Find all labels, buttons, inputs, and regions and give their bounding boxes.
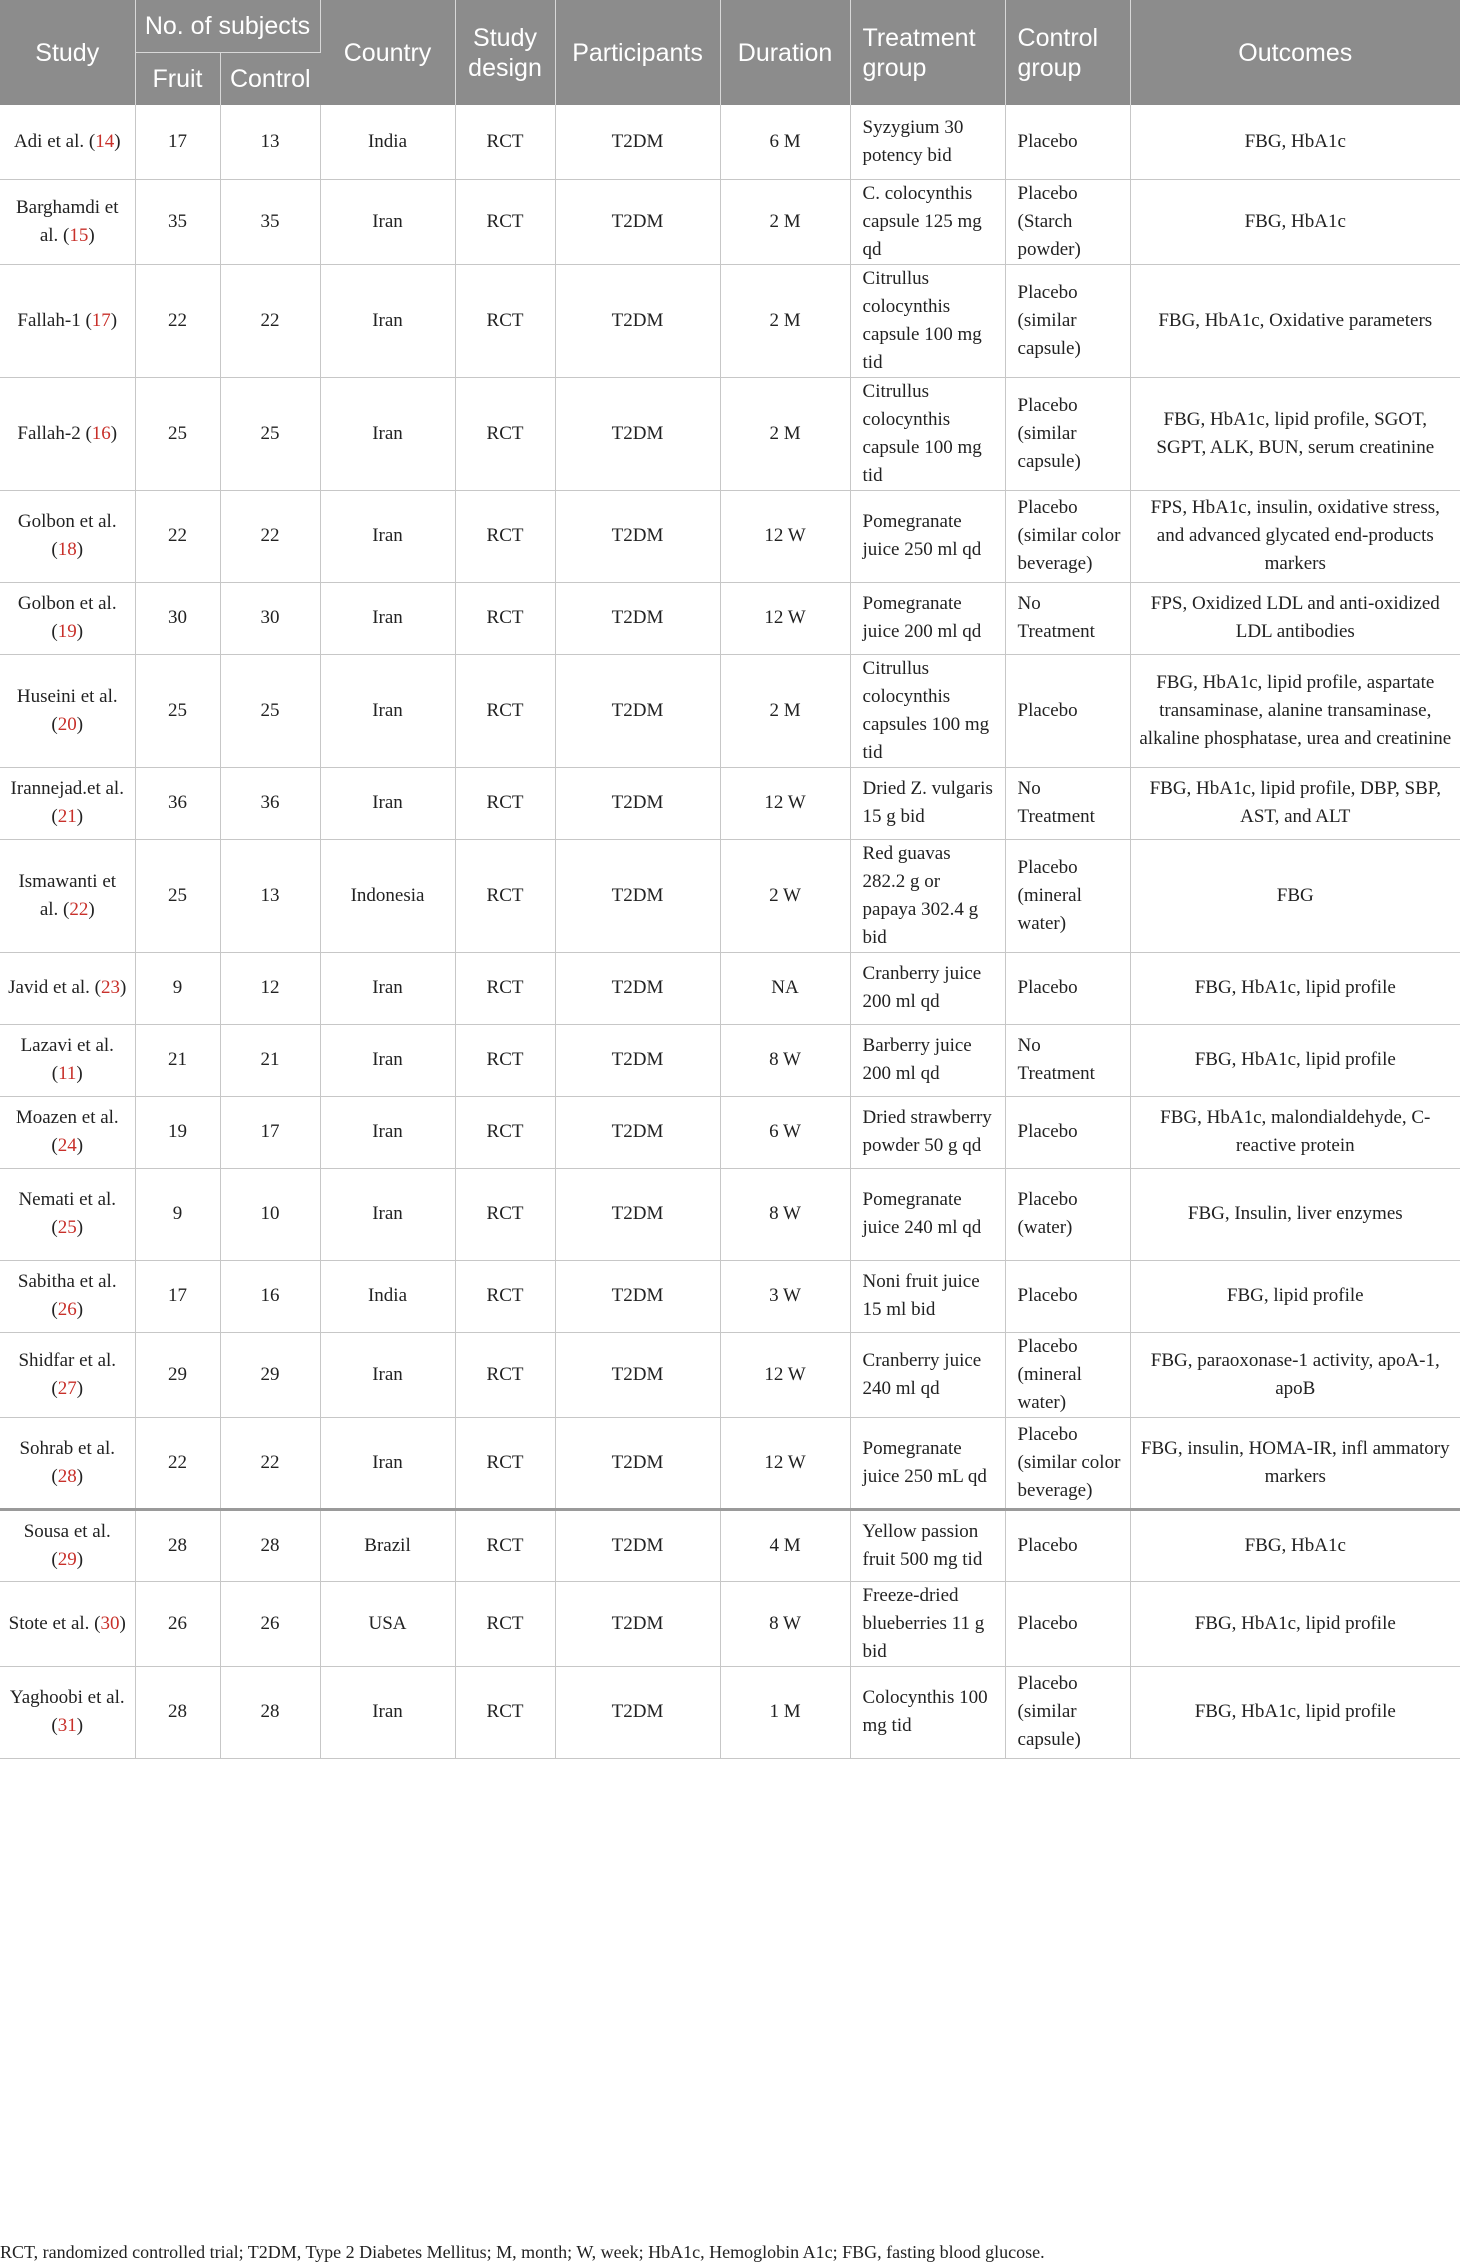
cell-country: Iran bbox=[320, 490, 455, 582]
cell-participants: T2DM bbox=[555, 1168, 720, 1260]
cell-outcomes: FBG, paraoxonase-1 activity, apoA-1, apoB bbox=[1130, 1332, 1460, 1417]
header-country: Country bbox=[320, 0, 455, 105]
cell-control: 25 bbox=[220, 377, 320, 490]
header-control: Control bbox=[220, 53, 320, 106]
cell-duration: 3 W bbox=[720, 1260, 850, 1332]
cell-control: 26 bbox=[220, 1581, 320, 1666]
cell-treatment: Yellow passion fruit 500 mg tid bbox=[850, 1509, 1005, 1581]
cell-participants: T2DM bbox=[555, 377, 720, 490]
cell-country: Iran bbox=[320, 1168, 455, 1260]
header-treatment: Treatment group bbox=[850, 0, 1005, 105]
study-name-close: ) bbox=[119, 1612, 126, 1634]
cell-participants: T2DM bbox=[555, 105, 720, 179]
table-row bbox=[0, 582, 1460, 654]
cell-outcomes: FBG, HbA1c, lipid profile, aspartate transaminase, alanine transaminase, alkaline phosphatase, urea and creatinine bbox=[1130, 654, 1460, 767]
study-name-close: ) bbox=[110, 422, 118, 444]
table-row bbox=[0, 490, 1460, 582]
cell-country: Iran bbox=[320, 582, 455, 654]
reference-link[interactable]: 22 bbox=[69, 898, 89, 920]
cell-control: 35 bbox=[220, 179, 320, 264]
cell-study bbox=[0, 1024, 135, 1096]
cell-country: Iran bbox=[320, 179, 455, 264]
reference-link[interactable]: 16 bbox=[91, 422, 111, 444]
cell-study bbox=[0, 1666, 135, 1758]
study-name: Yaghoobi et al. ( bbox=[9, 1687, 125, 1736]
reference-link[interactable]: 15 bbox=[69, 224, 89, 246]
cell-outcomes: FBG bbox=[1130, 839, 1460, 952]
cell-participants: T2DM bbox=[555, 490, 720, 582]
table-row bbox=[0, 264, 1460, 377]
cell-fruit: 9 bbox=[135, 1168, 220, 1260]
cell-design: RCT bbox=[455, 1581, 555, 1666]
study-name: Moazen et al. ( bbox=[15, 1107, 119, 1156]
cell-treatment: Colocynthis 100 mg tid bbox=[850, 1666, 1005, 1758]
cell-treatment: Noni fruit juice 15 ml bid bbox=[850, 1260, 1005, 1332]
cell-participants: T2DM bbox=[555, 654, 720, 767]
cell-outcomes: FBG, Insulin, liver enzymes bbox=[1130, 1168, 1460, 1260]
study-name: Sabitha et al. ( bbox=[17, 1271, 117, 1320]
cell-control-group: No Treatment bbox=[1005, 1024, 1130, 1096]
cell-control-group: Placebo bbox=[1005, 1096, 1130, 1168]
table-row bbox=[0, 654, 1460, 767]
cell-study bbox=[0, 1332, 135, 1417]
reference-link[interactable]: 11 bbox=[58, 1063, 77, 1084]
cell-control-group: Placebo (similar color beverage) bbox=[1005, 1417, 1130, 1509]
cell-control: 36 bbox=[220, 767, 320, 839]
reference-link[interactable]: 31 bbox=[57, 1715, 77, 1736]
cell-outcomes: FBG, HbA1c, malondialdehyde, C-reactive protein bbox=[1130, 1096, 1460, 1168]
cell-design: RCT bbox=[455, 105, 555, 179]
cell-treatment: Pomegranate juice 250 mL qd bbox=[850, 1417, 1005, 1509]
cell-control: 17 bbox=[220, 1096, 320, 1168]
table-header bbox=[0, 0, 1460, 105]
study-name-close: ) bbox=[76, 713, 84, 735]
cell-design: RCT bbox=[455, 582, 555, 654]
cell-country: Iran bbox=[320, 264, 455, 377]
study-name: Javid et al. ( bbox=[8, 977, 102, 998]
cell-duration: 2 W bbox=[720, 839, 850, 952]
cell-country: Iran bbox=[320, 377, 455, 490]
cell-fruit: 25 bbox=[135, 839, 220, 952]
cell-outcomes: FBG, HbA1c, lipid profile bbox=[1130, 1581, 1460, 1666]
cell-design: RCT bbox=[455, 1096, 555, 1168]
cell-design: RCT bbox=[455, 1332, 555, 1417]
cell-fruit: 22 bbox=[135, 1417, 220, 1509]
cell-design: RCT bbox=[455, 767, 555, 839]
table-row bbox=[0, 952, 1460, 1024]
reference-link[interactable]: 19 bbox=[57, 621, 77, 642]
cell-duration: NA bbox=[720, 952, 850, 1024]
cell-treatment: Dried strawberry powder 50 g qd bbox=[850, 1096, 1005, 1168]
table-row bbox=[0, 839, 1460, 952]
table-row bbox=[0, 1168, 1460, 1260]
cell-control-group: Placebo (similar capsule) bbox=[1005, 377, 1130, 490]
cell-participants: T2DM bbox=[555, 1096, 720, 1168]
cell-outcomes: FBG, HbA1c, lipid profile, SGOT, SGPT, ALK, BUN, serum creatinine bbox=[1130, 377, 1460, 490]
reference-link[interactable]: 17 bbox=[91, 309, 111, 331]
study-name-close: ) bbox=[76, 1715, 84, 1736]
cell-treatment: Dried Z. vulgaris 15 g bid bbox=[850, 767, 1005, 839]
cell-design: RCT bbox=[455, 1509, 555, 1581]
cell-country: India bbox=[320, 1260, 455, 1332]
cell-duration: 8 W bbox=[720, 1024, 850, 1096]
cell-participants: T2DM bbox=[555, 264, 720, 377]
cell-outcomes: FBG, HbA1c, Oxidative parameters bbox=[1130, 264, 1460, 377]
table-row bbox=[0, 1096, 1460, 1168]
cell-control-group: Placebo bbox=[1005, 1581, 1130, 1666]
cell-study bbox=[0, 1260, 135, 1332]
cell-control: 28 bbox=[220, 1509, 320, 1581]
cell-outcomes: FPS, Oxidized LDL and anti-oxidized LDL antibodies bbox=[1130, 582, 1460, 654]
study-name-close: ) bbox=[76, 1063, 83, 1084]
study-name-close: ) bbox=[76, 1299, 84, 1320]
cell-duration: 12 W bbox=[720, 1332, 850, 1417]
cell-treatment: Barberry juice 200 ml qd bbox=[850, 1024, 1005, 1096]
cell-outcomes: FBG, HbA1c bbox=[1130, 1509, 1460, 1581]
cell-control-group: Placebo bbox=[1005, 105, 1130, 179]
study-name-close: ) bbox=[76, 1377, 84, 1399]
cell-treatment: Syzygium 30 potency bid bbox=[850, 105, 1005, 179]
cell-duration: 2 M bbox=[720, 377, 850, 490]
table-row bbox=[0, 1509, 1460, 1581]
cell-treatment: Citrullus colocynthis capsule 100 mg tid bbox=[850, 264, 1005, 377]
cell-fruit: 30 bbox=[135, 582, 220, 654]
table-row bbox=[0, 377, 1460, 490]
cell-control-group: Placebo (similar capsule) bbox=[1005, 264, 1130, 377]
cell-control: 30 bbox=[220, 582, 320, 654]
cell-duration: 2 M bbox=[720, 264, 850, 377]
study-name-close: ) bbox=[120, 977, 127, 998]
cell-participants: T2DM bbox=[555, 582, 720, 654]
cell-study bbox=[0, 377, 135, 490]
reference-link[interactable]: 29 bbox=[57, 1548, 77, 1570]
cell-design: RCT bbox=[455, 377, 555, 490]
table-row bbox=[0, 1417, 1460, 1509]
cell-control: 13 bbox=[220, 105, 320, 179]
study-name-close: ) bbox=[76, 1548, 84, 1570]
cell-fruit: 36 bbox=[135, 767, 220, 839]
reference-link[interactable]: 26 bbox=[57, 1299, 77, 1320]
cell-fruit: 22 bbox=[135, 264, 220, 377]
cell-study bbox=[0, 179, 135, 264]
reference-link[interactable]: 23 bbox=[101, 977, 121, 998]
cell-country: Iran bbox=[320, 1332, 455, 1417]
cell-fruit: 19 bbox=[135, 1096, 220, 1168]
cell-control-group: Placebo bbox=[1005, 1260, 1130, 1332]
reference-link[interactable]: 20 bbox=[57, 713, 77, 735]
reference-link[interactable]: 25 bbox=[57, 1217, 77, 1238]
cell-treatment: Cranberry juice 200 ml qd bbox=[850, 952, 1005, 1024]
cell-country: USA bbox=[320, 1581, 455, 1666]
cell-control: 22 bbox=[220, 264, 320, 377]
cell-country: Iran bbox=[320, 1096, 455, 1168]
cell-country: Iran bbox=[320, 654, 455, 767]
cell-duration: 2 M bbox=[720, 654, 850, 767]
cell-country: Iran bbox=[320, 767, 455, 839]
cell-country: Brazil bbox=[320, 1509, 455, 1581]
cell-country: Iran bbox=[320, 1666, 455, 1758]
cell-participants: T2DM bbox=[555, 1666, 720, 1758]
study-name-close: ) bbox=[76, 1465, 84, 1487]
cell-outcomes: FBG, HbA1c, lipid profile, DBP, SBP, AST, and ALT bbox=[1130, 767, 1460, 839]
study-name: Shidfar et al. ( bbox=[18, 1349, 117, 1399]
cell-study bbox=[0, 582, 135, 654]
cell-country: Iran bbox=[320, 1417, 455, 1509]
table-row bbox=[0, 767, 1460, 839]
cell-control: 22 bbox=[220, 490, 320, 582]
header-control-group: Control group bbox=[1005, 0, 1130, 105]
study-name: Adi et al. ( bbox=[13, 130, 96, 152]
cell-control-group: Placebo bbox=[1005, 1509, 1130, 1581]
cell-fruit: 17 bbox=[135, 105, 220, 179]
cell-design: RCT bbox=[455, 1168, 555, 1260]
cell-study bbox=[0, 767, 135, 839]
cell-control: 25 bbox=[220, 654, 320, 767]
cell-country: India bbox=[320, 105, 455, 179]
cell-outcomes: FBG, lipid profile bbox=[1130, 1260, 1460, 1332]
cell-treatment: Red guavas 282.2 g or papaya 302.4 g bid bbox=[850, 839, 1005, 952]
cell-treatment: Freeze-dried blueberries 11 g bid bbox=[850, 1581, 1005, 1666]
table-row bbox=[0, 179, 1460, 264]
table-body bbox=[0, 105, 1460, 1758]
cell-duration: 8 W bbox=[720, 1168, 850, 1260]
cell-participants: T2DM bbox=[555, 1260, 720, 1332]
cell-participants: T2DM bbox=[555, 1417, 720, 1509]
study-name: Barghamdi et al. ( bbox=[15, 196, 119, 246]
cell-country: Iran bbox=[320, 952, 455, 1024]
cell-study bbox=[0, 1417, 135, 1509]
cell-fruit: 9 bbox=[135, 952, 220, 1024]
reference-link[interactable]: 24 bbox=[57, 1135, 77, 1156]
cell-fruit: 22 bbox=[135, 490, 220, 582]
cell-fruit: 26 bbox=[135, 1581, 220, 1666]
cell-duration: 4 M bbox=[720, 1509, 850, 1581]
cell-design: RCT bbox=[455, 1417, 555, 1509]
cell-study bbox=[0, 1509, 135, 1581]
reference-link[interactable]: 27 bbox=[57, 1377, 77, 1399]
study-name: Fallah-2 ( bbox=[17, 422, 92, 444]
cell-fruit: 25 bbox=[135, 654, 220, 767]
reference-link[interactable]: 30 bbox=[100, 1612, 120, 1634]
cell-control: 16 bbox=[220, 1260, 320, 1332]
cell-outcomes: FBG, HbA1c bbox=[1130, 105, 1460, 179]
table-row bbox=[0, 1666, 1460, 1758]
study-name: Irannejad.et al. ( bbox=[10, 778, 124, 827]
cell-control: 22 bbox=[220, 1417, 320, 1509]
cell-treatment: Pomegranate juice 240 ml qd bbox=[850, 1168, 1005, 1260]
cell-outcomes: FBG, HbA1c bbox=[1130, 179, 1460, 264]
cell-design: RCT bbox=[455, 1260, 555, 1332]
cell-control: 29 bbox=[220, 1332, 320, 1417]
cell-treatment: Cranberry juice 240 ml qd bbox=[850, 1332, 1005, 1417]
cell-fruit: 21 bbox=[135, 1024, 220, 1096]
header-outcomes: Outcomes bbox=[1130, 0, 1460, 105]
study-name: Lazavi et al. ( bbox=[20, 1035, 114, 1084]
cell-control-group: Placebo (mineral water) bbox=[1005, 839, 1130, 952]
cell-country: Iran bbox=[320, 1024, 455, 1096]
study-name: Sousa et al. ( bbox=[23, 1520, 111, 1570]
cell-duration: 8 W bbox=[720, 1581, 850, 1666]
cell-participants: T2DM bbox=[555, 1332, 720, 1417]
table-row bbox=[0, 1260, 1460, 1332]
study-name-close: ) bbox=[88, 224, 95, 246]
study-name: Golbon et al. ( bbox=[17, 511, 117, 560]
reference-link[interactable]: 14 bbox=[95, 130, 115, 152]
cell-study bbox=[0, 1581, 135, 1666]
cell-study bbox=[0, 490, 135, 582]
cell-duration: 12 W bbox=[720, 582, 850, 654]
cell-duration: 1 M bbox=[720, 1666, 850, 1758]
cell-control-group: Placebo (similar color beverage) bbox=[1005, 490, 1130, 582]
cell-design: RCT bbox=[455, 1666, 555, 1758]
cell-study bbox=[0, 264, 135, 377]
cell-study bbox=[0, 839, 135, 952]
table-row bbox=[0, 1332, 1460, 1417]
study-name: Ismawanti et al. ( bbox=[18, 870, 117, 920]
table-row bbox=[0, 1581, 1460, 1666]
cell-control-group: Placebo (mineral water) bbox=[1005, 1332, 1130, 1417]
cell-treatment: Pomegranate juice 250 ml qd bbox=[850, 490, 1005, 582]
cell-outcomes: FBG, HbA1c, lipid profile bbox=[1130, 1024, 1460, 1096]
study-name: Fallah-1 ( bbox=[17, 309, 92, 331]
table-footnote: RCT, randomized controlled trial; T2DM, Type 2 Diabetes Mellitus; M, month; W, week; HbA1c, Hemoglobin A1c; FBG, fasting blood glucose. bbox=[0, 2242, 1045, 2262]
cell-treatment: Pomegranate juice 200 ml qd bbox=[850, 582, 1005, 654]
cell-control: 13 bbox=[220, 839, 320, 952]
reference-link[interactable]: 18 bbox=[57, 539, 77, 560]
cell-country: Indonesia bbox=[320, 839, 455, 952]
cell-participants: T2DM bbox=[555, 179, 720, 264]
cell-study bbox=[0, 105, 135, 179]
cell-design: RCT bbox=[455, 1024, 555, 1096]
cell-participants: T2DM bbox=[555, 1509, 720, 1581]
study-name-close: ) bbox=[76, 1135, 84, 1156]
study-name: Stote et al. ( bbox=[8, 1612, 101, 1634]
cell-design: RCT bbox=[455, 490, 555, 582]
cell-control: 12 bbox=[220, 952, 320, 1024]
cell-duration: 12 W bbox=[720, 767, 850, 839]
cell-control-group: Placebo (water) bbox=[1005, 1168, 1130, 1260]
cell-control-group: No Treatment bbox=[1005, 767, 1130, 839]
cell-control-group: No Treatment bbox=[1005, 582, 1130, 654]
study-name-close: ) bbox=[76, 806, 84, 827]
cell-duration: 6 M bbox=[720, 105, 850, 179]
study-name-close: ) bbox=[76, 539, 84, 560]
table-row bbox=[0, 1024, 1460, 1096]
study-name-close: ) bbox=[76, 1217, 84, 1238]
cell-outcomes: FPS, HbA1c, insulin, oxidative stress, and advanced glycated end-products markers bbox=[1130, 490, 1460, 582]
cell-control: 10 bbox=[220, 1168, 320, 1260]
cell-participants: T2DM bbox=[555, 1024, 720, 1096]
cell-control: 28 bbox=[220, 1666, 320, 1758]
cell-design: RCT bbox=[455, 264, 555, 377]
cell-fruit: 25 bbox=[135, 377, 220, 490]
cell-treatment: C. colocynthis capsule 125 mg qd bbox=[850, 179, 1005, 264]
cell-design: RCT bbox=[455, 839, 555, 952]
cell-participants: T2DM bbox=[555, 952, 720, 1024]
cell-control-group: Placebo (similar capsule) bbox=[1005, 1666, 1130, 1758]
cell-design: RCT bbox=[455, 952, 555, 1024]
cell-design: RCT bbox=[455, 654, 555, 767]
cell-participants: T2DM bbox=[555, 839, 720, 952]
cell-treatment: Citrullus colocynthis capsule 100 mg tid bbox=[850, 377, 1005, 490]
cell-duration: 6 W bbox=[720, 1096, 850, 1168]
study-name-close: ) bbox=[114, 130, 121, 152]
cell-study bbox=[0, 654, 135, 767]
cell-fruit: 29 bbox=[135, 1332, 220, 1417]
cell-fruit: 17 bbox=[135, 1260, 220, 1332]
study-name: Golbon et al. ( bbox=[17, 593, 117, 642]
header-participants: Participants bbox=[555, 0, 720, 105]
cell-control-group: Placebo (Starch powder) bbox=[1005, 179, 1130, 264]
cell-outcomes: FBG, HbA1c, lipid profile bbox=[1130, 1666, 1460, 1758]
study-name: Sohrab et al. ( bbox=[19, 1437, 115, 1487]
cell-participants: T2DM bbox=[555, 767, 720, 839]
cell-treatment: Citrullus colocynthis capsules 100 mg tid bbox=[850, 654, 1005, 767]
cell-control-group: Placebo bbox=[1005, 952, 1130, 1024]
cell-control: 21 bbox=[220, 1024, 320, 1096]
header-design: Study design bbox=[455, 0, 555, 105]
header-study: Study bbox=[0, 0, 135, 105]
reference-link[interactable]: 28 bbox=[57, 1465, 77, 1487]
cell-fruit: 35 bbox=[135, 179, 220, 264]
reference-link[interactable]: 21 bbox=[57, 806, 77, 827]
cell-study bbox=[0, 952, 135, 1024]
study-name: Nemati et al. ( bbox=[18, 1189, 117, 1238]
cell-study bbox=[0, 1096, 135, 1168]
cell-duration: 12 W bbox=[720, 490, 850, 582]
header-fruit: Fruit bbox=[135, 53, 220, 106]
header-subjects: No. of subjects bbox=[135, 0, 320, 53]
cell-control-group: Placebo bbox=[1005, 654, 1130, 767]
cell-duration: 12 W bbox=[720, 1417, 850, 1509]
study-name-close: ) bbox=[76, 621, 84, 642]
study-name-close: ) bbox=[88, 898, 95, 920]
study-name: Huseini et al. ( bbox=[16, 685, 118, 735]
cell-participants: T2DM bbox=[555, 1581, 720, 1666]
cell-study bbox=[0, 1168, 135, 1260]
cell-outcomes: FBG, HbA1c, lipid profile bbox=[1130, 952, 1460, 1024]
cell-fruit: 28 bbox=[135, 1509, 220, 1581]
cell-duration: 2 M bbox=[720, 179, 850, 264]
cell-design: RCT bbox=[455, 179, 555, 264]
table-row bbox=[0, 105, 1460, 179]
cell-outcomes: FBG, insulin, HOMA-IR, infl ammatory markers bbox=[1130, 1417, 1460, 1509]
header-duration: Duration bbox=[720, 0, 850, 105]
study-name-close: ) bbox=[110, 309, 118, 331]
cell-fruit: 28 bbox=[135, 1666, 220, 1758]
